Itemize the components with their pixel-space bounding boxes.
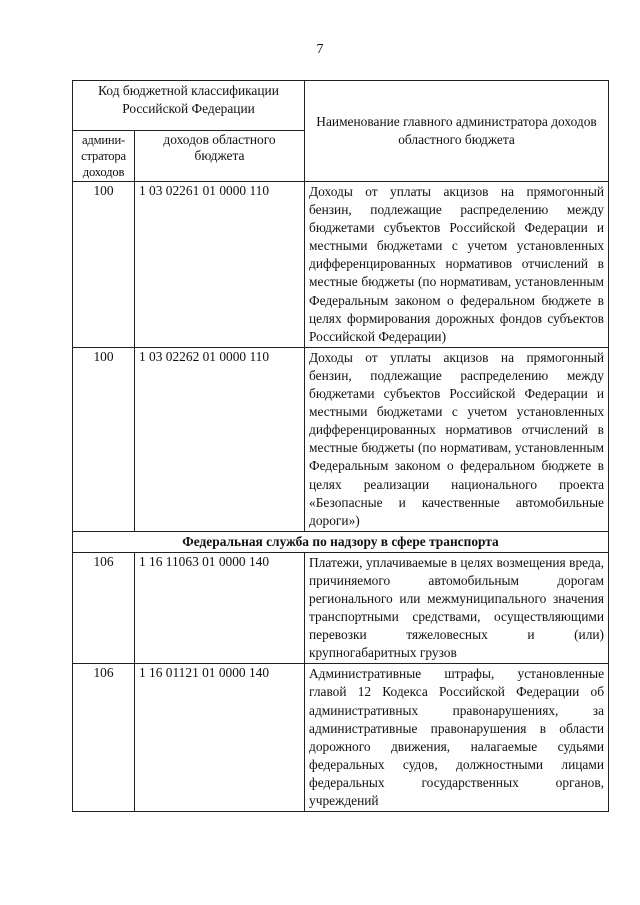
table-row	[73, 552, 609, 664]
budget-classification-table	[72, 80, 609, 812]
header-administrator-name: Наименование главного администратора доходов областного бюджета	[305, 81, 609, 182]
header-row	[73, 81, 609, 131]
administrator-code-cell: 106	[73, 664, 135, 812]
revenue-code-cell: 1 03 02262 01 0000 110	[135, 347, 305, 531]
header-budget-classification: Код бюджетной классификации Российской Федерации	[73, 81, 305, 131]
header-revenue-code: доходов областного бюджета	[135, 131, 305, 182]
revenue-code-cell: 1 16 01121 01 0000 140	[135, 664, 305, 812]
header-administrator-code: админи-стратора доходов	[73, 131, 135, 182]
revenue-code-cell: 1 03 02261 01 0000 110	[135, 182, 305, 348]
table-row	[73, 347, 609, 531]
revenue-name-cell: Доходы от уплаты акцизов на прямогонный бензин, подлежащие распределению между бюджетами субъектов Российской Федерации и местными бюджетами с учетом установленных дифференцированных нормативов отчислений в местные бюджеты (по нормативам, установленным Федеральным законом о федеральном бюджете в целях формирования дорожных фондов субъектов Российской Федерации)	[305, 182, 609, 348]
table-row	[73, 182, 609, 348]
revenue-name-cell: Доходы от уплаты акцизов на прямогонный бензин, подлежащие распределению между бюджетами субъектов Российской Федерации и местными бюджетами с учетом установленных дифференцированных нормативов отчислений в местные бюджеты (по нормативам, установленным Федеральным законом о федеральном бюджете в целях реализации национального проекта «Безопасные и качественные автомобильные дороги»)	[305, 347, 609, 531]
revenue-code-cell: 1 16 11063 01 0000 140	[135, 552, 305, 664]
section-title: Федеральная служба по надзору в сфере транспорта	[73, 531, 609, 552]
administrator-code-cell: 106	[73, 552, 135, 664]
section-header-row	[73, 531, 609, 552]
revenue-name-cell: Платежи, уплачиваемые в целях возмещения вреда, причиняемого автомобильным дорогам регионального или межмуниципального значения транспортными средствами, осуществляющими перевозки тяжеловесных и (или) крупногабаритных грузов	[305, 552, 609, 664]
table-row	[73, 664, 609, 812]
administrator-code-cell: 100	[73, 182, 135, 348]
revenue-name-cell: Административные штрафы, установленные главой 12 Кодекса Российской Федерации об административных правонарушениях, за административные правонарушения в области дорожного движения, налагаемые судьями федеральных судов, должностными лицами федеральных государственных органов, учреждений	[305, 664, 609, 812]
page-number: 7	[316, 42, 324, 57]
administrator-code-cell: 100	[73, 347, 135, 531]
